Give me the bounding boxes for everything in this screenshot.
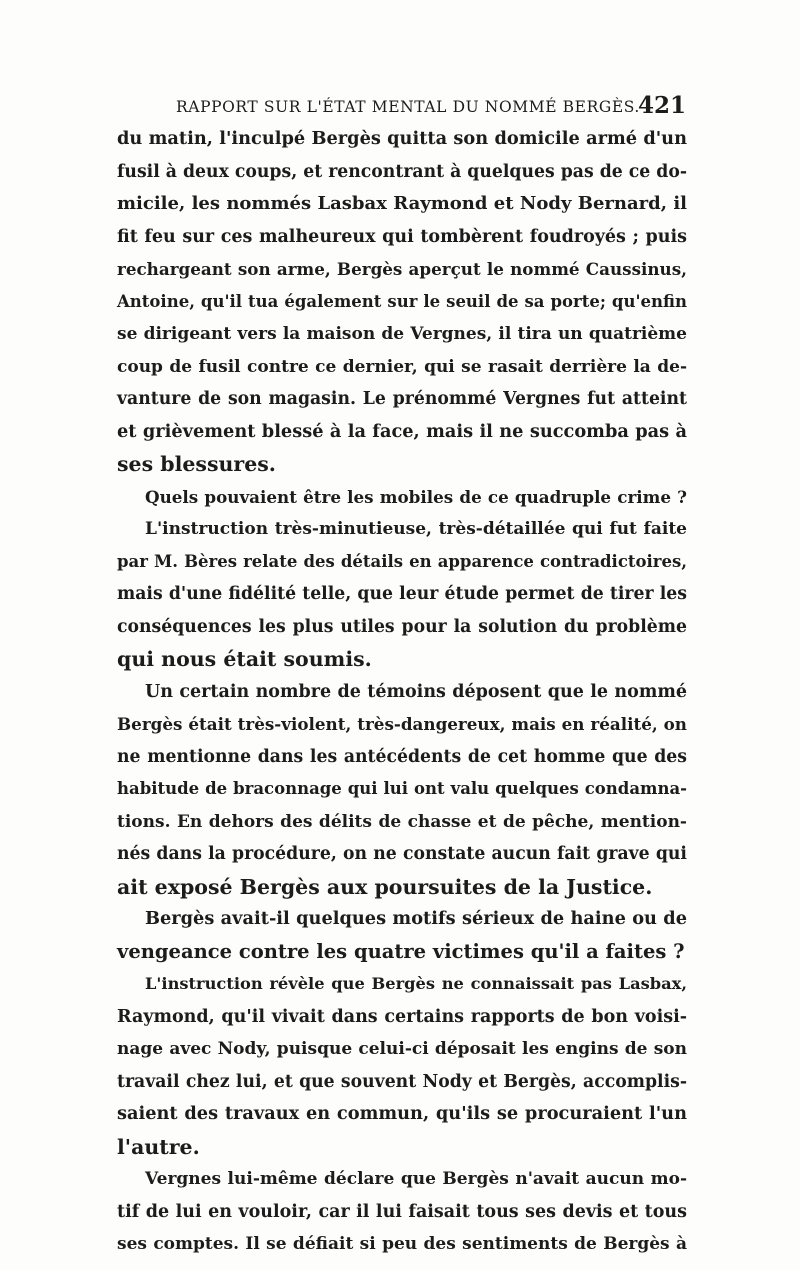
text-line: ses comptes. Il se défiait si peu des sentiments de Bergès à [117,1234,687,1254]
text-line: conséquences les plus utiles pour la solution du problème [117,616,687,637]
text-line: l'autre. [117,1134,200,1159]
text-line: nage avec Nody, puisque celui-ci déposait les engins de son [117,1039,687,1059]
text-line: Bergès avait-il quelques motifs sérieux de haine ou de [145,908,687,929]
text-line: saient des travaux en commun, qu'ils se procuraient l'un [117,1103,687,1124]
text-line: L'instruction révèle que Bergès ne connaissait pas Lasbax, [145,974,687,993]
text-line: vanture de son magasin. Le prénommé Vergnes fut atteint [117,389,687,409]
text-line: tions. En dehors des délits de chasse et de pêche, mention- [117,811,687,832]
text-line: fit feu sur ces malheureux qui tombèrent foudroyés ; puis [117,226,687,247]
text-line: L'instruction très-minutieuse, très-détaillée qui fut faite [145,519,687,539]
text-line: du matin, l'inculpé Bergès quitta son domicile armé d'un [117,128,687,149]
running-header [176,94,686,122]
text-line: mais d'une fidélité telle, que leur étude permet de tirer les [117,584,687,604]
text-line: ses blessures. [117,452,276,476]
text-line: Antoine, qu'il tua également sur le seuil de sa porte; qu'enfin [117,291,687,311]
text-line: travail chez lui, et que souvent Nody et Bergès, accomplis- [117,1071,687,1092]
page-number: 421 [637,92,686,119]
text-line: Un certain nombre de témoins déposent que le nommé [145,681,687,702]
text-line: fusil à deux coups, et rencontrant à quelques pas de ce do- [117,161,687,182]
body-text [117,123,687,1261]
text-line: Raymond, qu'il vivait dans certains rapports de bon voisi- [117,1006,687,1027]
text-line: Vergnes lui-même déclare que Bergès n'avait aucun mo- [145,1169,687,1189]
text-line: par M. Bères relate des détails en apparence contradictoires, [117,551,687,571]
text-line: habitude de braconnage qui lui ont valu quelques condamna- [117,779,687,798]
text-line: vengeance contre les quatre victimes qu'il a faites ? [117,939,685,963]
text-line: se dirigeant vers la maison de Vergnes, il tira un quatrième [117,324,687,344]
text-line: coup de fusil contre ce dernier, qui se rasait derrière la de- [117,356,687,377]
text-line: Bergès était très-violent, très-dangereux, mais en réalité, on [117,714,687,734]
text-line: micile, les nommés Lasbax Raymond et Nody Bernard, il [117,193,687,214]
text-line: Quels pouvaient être les mobiles de ce quadruple crime ? [145,486,687,507]
text-line: et grièvement blessé à la face, mais il ne succomba pas à [117,420,687,442]
text-line: rechargeant son arme, Bergès aperçut le nommé Caussinus, [117,259,687,279]
running-title: RAPPORT SUR L'ÉTAT MENTAL DU NOMMÉ BERGÈS. [176,98,640,116]
text-line: ne mentionne dans les antécédents de cet homme que des [117,746,687,767]
text-line: qui nous était soumis. [117,647,372,671]
text-line: nés dans la procédure, on ne constate aucun fait grave qui [117,844,687,864]
text-line: ait exposé Bergès aux poursuites de la Justice. [117,874,653,899]
text-line: tif de lui en vouloir, car il lui faisait tous ses devis et tous [117,1201,687,1222]
